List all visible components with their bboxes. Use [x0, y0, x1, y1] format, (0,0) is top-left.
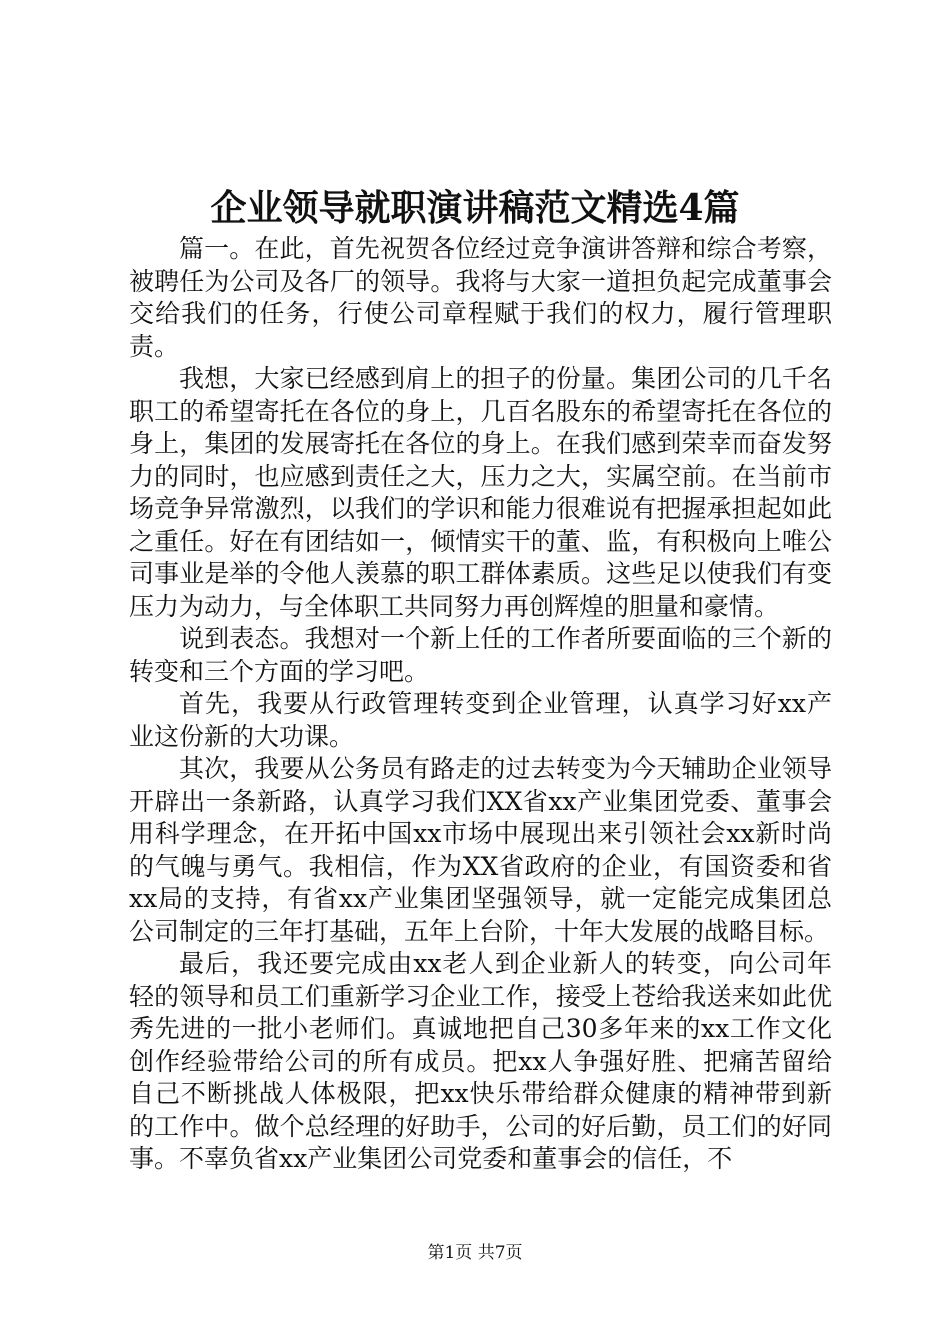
paragraph: 篇一。在此，首先祝贺各位经过竞争演讲答辩和综合考察，被聘任为公司及各厂的领导。我将与大家一道担负起完成董事会交给我们的任务，行使公司章程赋于我们的权力，履行管理职责。	[129, 234, 832, 361]
paragraph: 首先，我要从行政管理转变到企业管理，认真学习好xx产业这份新的大功课。	[129, 689, 832, 751]
page-number: 第1页 共7页	[427, 1243, 523, 1263]
paragraph: 最后，我还要完成由xx老人到企业新人的转变，向公司年轻的领导和员工们重新学习企业工作，接受上苍给我送来如此优秀先进的一批小老师们。真诚地把自己30多年来的xx工作文化创作经验带给公司的所有成员。把xx人争强好胜、把痛苦留给自己不断挑战人体极限，把xx快乐带给群众健康的精神带到新的工作中。做个总经理的好助手，公司的好后勤，员工们的好同事。不辜负省xx产业集团公司党委和董事会的信任，不	[129, 949, 832, 1173]
paragraph: 其次，我要从公务员有路走的过去转变为今天辅助企业领导开辟出一条新路，认真学习我们XX省xx产业集团党委、董事会用科学理念，在开拓中国xx市场中展现出来引领社会xx新时尚的气魄与勇气。我相信，作为XX省政府的企业，有国资委和省xx局的支持，有省xx产业集团坚强领导，就一定能完成集团总公司制定的三年打基础，五年上台阶，十年大发展的战略目标。	[129, 754, 832, 946]
document-body	[129, 233, 832, 1176]
document-title: 企业领导就职演讲稿范文精选4篇	[210, 187, 740, 229]
paragraph: 我想，大家已经感到肩上的担子的份量。集团公司的几千名职工的希望寄托在各位的身上，几百名股东的希望寄托在各位的身上，集团的发展寄托在各位的身上。在我们感到荣幸而奋发努力的同时，也应感到责任之大，压力之大，实属空前。在当前市场竞争异常激烈，以我们的学识和能力很难说有把握承担起如此之重任。好在有团结如一，倾情实干的董、监，有积极向上唯公司事业是举的令他人羡慕的职工群体素质。这些足以使我们有变压力为动力，与全体职工共同努力再创辉煌的胆量和豪情。	[129, 364, 832, 621]
paragraph: 说到表态。我想对一个新上任的工作者所要面临的三个新的转变和三个方面的学习吧。	[129, 624, 832, 686]
